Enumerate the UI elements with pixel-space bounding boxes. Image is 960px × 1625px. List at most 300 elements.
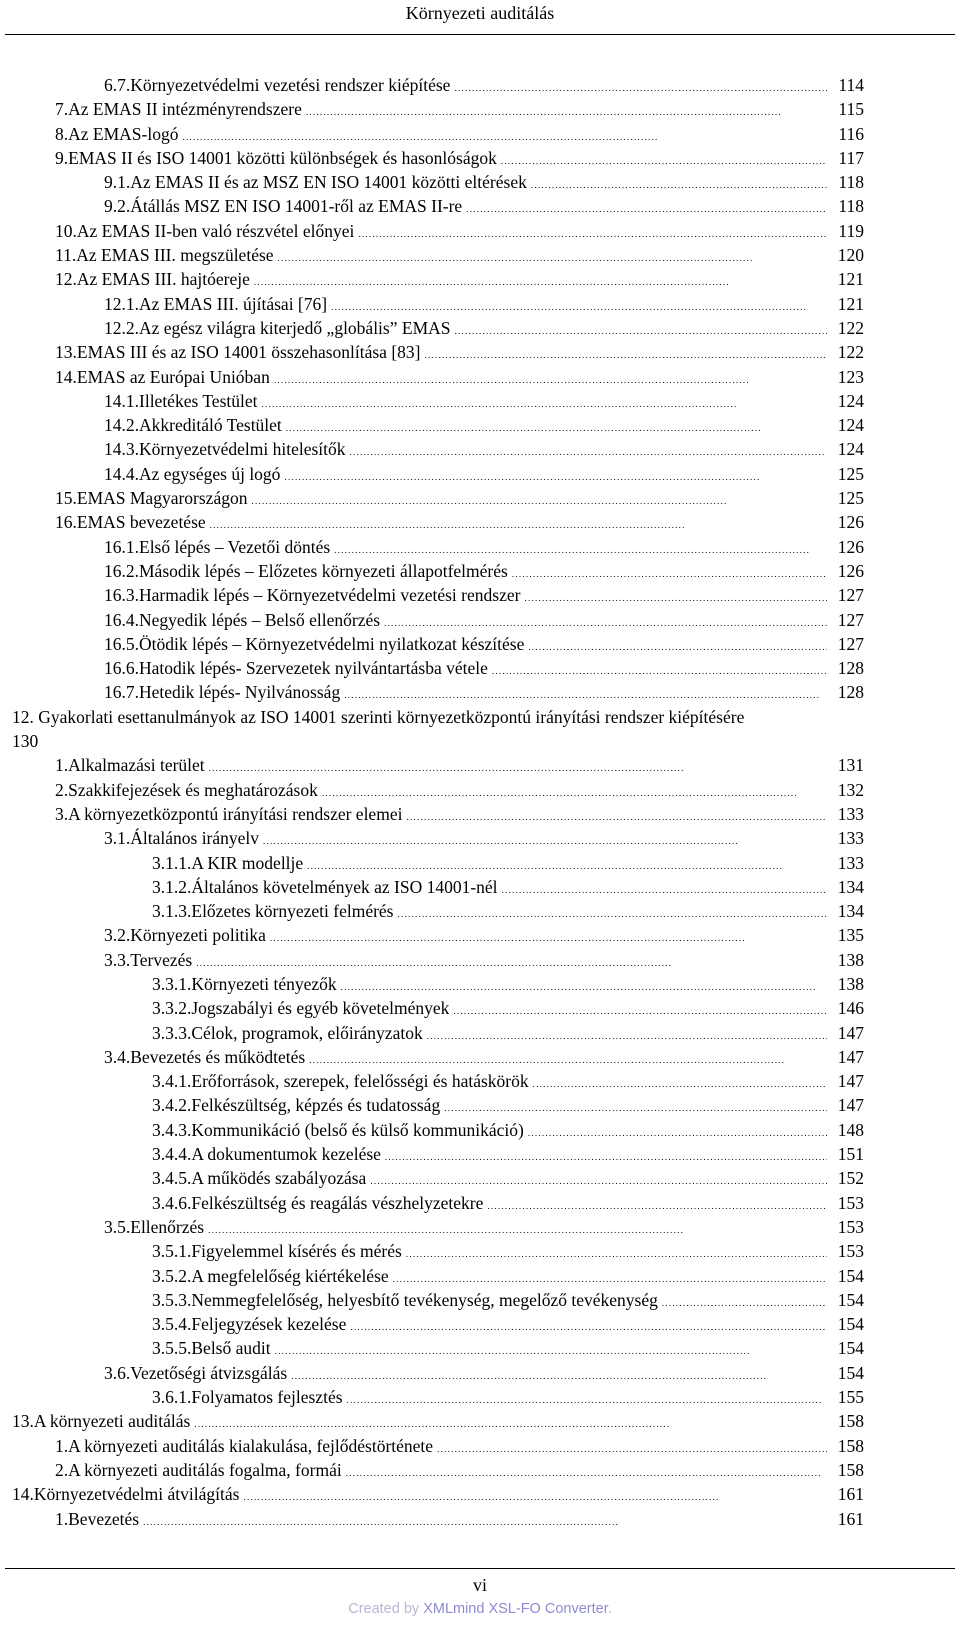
toc-entry[interactable] [0,97,960,121]
toc-entry[interactable] [0,486,960,510]
toc-entry-number: 3.5.5. [152,1338,192,1359]
toc-entry-title: Gyakorlati esettanulmányok az ISO 14001 szerinti környezetközpontú irányítási rendszer kiépítésére [38,706,745,727]
toc-entry-title: Az egész világra kiterjedő „globális” EMAS [139,317,451,338]
toc-entry-number: 12.1. [104,293,139,314]
dot-leader [454,73,827,100]
toc-entry-title: Kommunikáció (belső és külső kommunikáció) [191,1119,524,1140]
toc-entry-number: 16.5. [104,633,139,654]
toc-entry-page: 126 [837,536,864,557]
toc-entry[interactable] [0,462,960,486]
toc-entry-page: 117 [838,147,864,168]
toc-entry[interactable] [0,948,960,972]
toc-entry-title: Erőforrások, szerepek, felelősségi és hatáskörök [191,1071,529,1092]
toc-entry-page: 127 [837,585,864,606]
toc-entry[interactable] [0,1482,960,1506]
dot-leader [344,680,827,707]
toc-entry-page: 138 [837,949,864,970]
toc-entry-title: Környezetvédelmi hitelesítők [139,439,346,460]
toc-entry-title: Környezeti politika [130,925,266,946]
toc-entry[interactable] [0,1336,960,1360]
dot-leader [243,1482,827,1509]
toc-entry[interactable] [0,1458,960,1482]
dot-leader [528,632,827,659]
toc-entry[interactable] [0,437,960,461]
dot-leader [533,1069,827,1096]
toc-entry-number: 3.5.3. [152,1289,192,1310]
toc-entry[interactable] [0,996,960,1020]
toc-entry-number: 13. [12,1411,34,1432]
toc-entry-title: Figyelemmel kísérés és mérés [191,1241,402,1262]
toc-entry-page: 154 [837,1289,864,1310]
dot-leader [524,583,827,610]
dot-leader [662,1288,827,1315]
dot-leader [275,1336,827,1363]
toc-entry-number: 3.1.2. [152,876,192,897]
dot-leader [512,559,827,586]
toc-entry[interactable] [0,851,960,875]
toc-entry-page: 132 [837,779,864,800]
dot-leader [406,1239,827,1266]
toc-entry[interactable] [0,972,960,996]
dot-leader [286,413,827,440]
running-header [0,0,960,36]
toc-entry-number: 15. [55,488,77,509]
toc-entry[interactable] [0,583,960,607]
toc-entry-title: EMAS III és az ISO 14001 összehasonlítása [83] [76,342,421,363]
toc-entry-page: 134 [837,876,864,897]
toc-entry[interactable] [0,1264,960,1288]
toc-entry-number: 16.4. [104,609,139,630]
toc-entry[interactable] [0,510,960,534]
toc-entry-page: 133 [837,828,864,849]
toc-entry[interactable] [0,1507,960,1531]
toc-entry-title: Bevezetés [68,1508,140,1529]
toc-entry[interactable] [0,1093,960,1117]
dot-leader [350,1312,827,1339]
toc-entry-number: 3.3.3. [152,1022,192,1043]
toc-entry-page: 126 [837,560,864,581]
dot-leader [346,1458,827,1485]
toc-entry-number: 3.5.4. [152,1314,192,1335]
toc-entry-number: 14. [55,366,77,387]
toc-entry-number: 3.4.6. [152,1192,192,1213]
toc-entry-title: EMAS Magyarországon [76,488,248,509]
toc-entry-title: Az EMAS III. hajtóereje [76,269,250,290]
dot-leader [347,1385,827,1412]
dot-leader [466,194,827,221]
toc-entry-title: Első lépés – Vezetői döntés [139,536,331,557]
toc-entry-title: A környezeti auditálás [33,1411,191,1432]
converter-credit [0,1601,960,1617]
dot-leader [385,1142,827,1169]
toc-entry[interactable] [0,1361,960,1385]
toc-entry-number: 14. [12,1484,34,1505]
dot-leader [261,389,827,416]
toc-entry[interactable] [0,559,960,583]
toc-entry[interactable] [0,413,960,437]
toc-entry-title: Hatodik lépés- Szervezetek nyilvántartásba vétele [139,658,488,679]
toc-entry[interactable] [0,1191,960,1215]
dot-leader [143,1507,827,1534]
header-rule [5,34,955,35]
toc-entry-page: 158 [837,1459,864,1480]
toc-entry-page: 154 [837,1265,864,1286]
dot-leader [182,122,827,149]
toc-entry-number: 11. [55,245,77,266]
dot-leader [331,292,827,319]
toc-entry-page: 135 [837,925,864,946]
toc-entry[interactable] [0,340,960,364]
toc-entry-title: Harmadik lépés – Környezetvédelmi vezetési rendszer [139,585,521,606]
toc-entry-page: 115 [838,99,864,120]
toc-entry-page: 121 [837,293,864,314]
toc-entry-page: 122 [837,317,864,338]
toc-entry-title: Célok, programok, előirányzatok [191,1022,423,1043]
toc-entry-page: 123 [837,366,864,387]
toc-entry-number: 3.2. [104,925,131,946]
dot-leader [334,535,827,562]
toc-entry-title: A dokumentumok kezelése [191,1144,381,1165]
toc-entry[interactable] [0,1288,960,1312]
toc-entry[interactable] [0,875,960,899]
toc-entry-page: 148 [837,1119,864,1140]
toc-entry-title: Általános irányelv [130,828,260,849]
dot-leader [254,267,827,294]
toc-entry-page: 114 [838,75,864,95]
dot-leader [398,899,828,926]
toc-entry-title: Környezetvédelmi vezetési rendszer kiépítése [130,75,451,95]
toc-entry[interactable] [0,365,960,389]
toc-entry-page: 131 [837,755,864,776]
toc-entry-title: Az EMAS-logó [68,123,179,144]
toc-entry-page: 147 [837,1071,864,1092]
toc-entry-number: 12. [12,706,34,727]
toc-entry[interactable] [0,753,960,777]
toc-entry[interactable] [0,632,960,656]
toc-entry-number: 1. [55,1508,69,1529]
toc-entry[interactable] [0,656,960,680]
toc-entry-title: Folyamatos fejlesztés [191,1387,343,1408]
toc-entry-number: 3.6.1. [152,1387,192,1408]
dot-leader [274,365,827,392]
toc-entry-number: 16.3. [104,585,139,606]
toc-entry-number: 13. [55,342,77,363]
toc-entry-number: 3.1.1. [152,852,192,873]
dot-leader [406,802,827,829]
toc-entry[interactable] [0,73,960,97]
toc-entry-page: 125 [837,463,864,484]
toc-entry-title: Az EMAS III. újításai [76] [139,293,328,314]
dot-leader [309,1045,827,1072]
dot-leader [531,170,827,197]
dot-leader [341,972,827,999]
toc-entry-title: Átállás MSZ EN ISO 14001-ről az EMAS II-re [130,196,463,217]
dot-leader [322,778,827,805]
toc-entry-number: 3.4.4. [152,1144,192,1165]
toc-entry-title: Akkreditáló Testület [139,415,282,436]
toc-entry[interactable] [0,1118,960,1142]
toc-entry-number: 3.4.2. [152,1095,192,1116]
toc-entry-title: A működés szabályozása [191,1168,367,1189]
toc-entry-number: 16.7. [104,682,139,703]
dot-leader [270,923,827,950]
toc-entry-page: 151 [837,1144,864,1165]
dot-leader [437,1434,827,1461]
toc-entry[interactable] [0,899,960,923]
toc-entry[interactable] [0,1069,960,1093]
toc-entry-number: 1. [55,755,69,776]
toc-entry-number: 8. [55,123,69,144]
toc-entry[interactable] [0,705,960,754]
dot-leader [251,486,827,513]
toc-entry-title: Bevezetés és működtetés [130,1046,306,1067]
toc-entry-number: 14.1. [104,390,139,411]
toc-entry-page: 127 [837,609,864,630]
toc-entry-number: 2. [55,779,69,800]
toc-entry-title: A környezetközpontú irányítási rendszer elemei [68,803,403,824]
toc-entry-title: Általános követelmények az ISO 14001-nél [191,876,498,897]
toc-entry-number: 3.1. [104,828,131,849]
dot-leader [210,510,827,537]
dot-leader [455,316,828,343]
page-number: vi [472,1575,487,1595]
toc-entry-page: 154 [837,1338,864,1359]
dot-leader [492,656,827,683]
toc-entry[interactable] [0,608,960,632]
toc-entry[interactable] [0,680,960,704]
toc-entry-number: 7. [55,99,69,120]
toc-entry-title: Az EMAS III. megszületése [76,245,274,266]
dot-leader [501,146,827,173]
toc-entry-title: Az EMAS II és az MSZ EN ISO 14001 közötti eltérések [130,172,527,193]
toc-entry[interactable] [0,1409,960,1433]
toc-entry[interactable] [0,243,960,267]
toc-entry-title: Előzetes környezeti felmérés [191,901,394,922]
toc-entry-title: Vezetőségi átvizsgálás [130,1362,288,1383]
toc-entry-title: Tervezés [130,949,193,970]
toc-entry-title: EMAS az Európai Unióban [76,366,270,387]
toc-entry-number: 3.3.1. [152,973,192,994]
dot-leader [306,97,827,124]
toc-entry-page: 161 [837,1508,864,1529]
toc-entry[interactable] [0,122,960,146]
toc-entry-number: 3. [55,803,69,824]
dot-leader [528,1118,827,1145]
dot-leader [263,826,827,853]
toc-entry-page: 120 [837,245,864,266]
toc-entry-number: 3.6. [104,1362,131,1383]
footer-rule [5,1568,955,1569]
toc-entry[interactable] [0,219,960,243]
toc-entry-page: 124 [837,390,864,411]
toc-entry-page: 128 [837,682,864,703]
toc-entry-page: 118 [838,196,864,217]
dot-leader [384,608,827,635]
toc-entry-page: 161 [837,1484,864,1505]
toc-entry-number: 16. [55,512,77,533]
toc-entry-number: 6.7. [104,75,131,95]
toc-entry[interactable] [0,1045,960,1069]
toc-entry[interactable] [0,826,960,850]
toc-entry-title: Második lépés – Előzetes környezeti állapotfelmérés [139,560,508,581]
toc-entry-page: 124 [837,415,864,436]
toc-entry-title: Feljegyzések kezelése [191,1314,347,1335]
toc-entry-page: 147 [837,1095,864,1116]
toc-entry-title: Hetedik lépés- Nyilvánosság [139,682,341,703]
dot-leader [358,219,827,246]
toc-entry-number: 3.5. [104,1216,131,1237]
toc-entry-title: Szakkifejezések és meghatározások [68,779,318,800]
toc-entry-page: 153 [837,1241,864,1262]
header-title: Környezeti auditálás [405,3,555,23]
toc-entry-page: 116 [838,123,864,144]
toc-entry[interactable] [0,1215,960,1239]
toc-entry[interactable] [0,535,960,559]
toc-entry[interactable] [0,316,960,340]
dot-leader [502,875,827,902]
dot-leader [427,1021,827,1048]
toc-entry-title: A KIR modellje [191,852,304,873]
toc-entry-page: 126 [837,512,864,533]
toc-entry-title: Nemmegfelelőség, helyesbítő tevékenység, megelőző tevékenység [191,1289,658,1310]
dot-leader [284,462,827,489]
toc-entry-page: 121 [837,269,864,290]
toc-entry-title: Alkalmazási terület [68,755,205,776]
toc-entry-page: 154 [837,1314,864,1335]
toc-entry-page: 152 [837,1168,864,1189]
toc-entry-title: Belső audit [191,1338,271,1359]
toc-entry-title: Felkészültség és reagálás vészhelyzetekre [191,1192,484,1213]
toc-entry-page: 133 [837,852,864,873]
toc-entry-number: 12. [55,269,77,290]
dot-leader [393,1264,827,1291]
dot-leader [444,1093,827,1120]
toc-entry-title: Az EMAS II-ben való részvétel előnyei [76,220,355,241]
toc-entry-page: 125 [837,488,864,509]
dot-leader [307,851,827,878]
toc-entry-page: 147 [837,1046,864,1067]
toc-entry[interactable] [0,802,960,826]
toc-entry-page: 124 [837,439,864,460]
toc-entry[interactable] [0,170,960,194]
toc-entry-title: Környezeti tényezők [191,973,337,994]
toc-entry[interactable] [0,1142,960,1166]
credit-suffix: . [607,1601,612,1617]
toc-entry-number: 3.5.2. [152,1265,192,1286]
toc-entry-number: 1. [55,1435,69,1456]
toc-entry-number: 3.4.3. [152,1119,192,1140]
toc-entry[interactable] [0,1166,960,1190]
toc-entry-number: 14.4. [104,463,139,484]
toc-entry-title: A környezeti auditálás kialakulása, fejlődéstörténete [68,1435,434,1456]
toc-entry[interactable] [0,1021,960,1045]
toc-entry-page: 146 [837,998,864,1019]
toc-entry-number: 3.5.1. [152,1241,192,1262]
toc-entry-page: 138 [837,973,864,994]
toc-entry-title: EMAS II és ISO 14001 közötti különbségek és hasonlóságok [68,147,497,168]
toc-entry-title: Környezetvédelmi átvilágítás [33,1484,240,1505]
toc-entry-title: Jogszabályi és egyéb követelmények [191,998,450,1019]
toc-entry-title: Illetékes Testület [139,390,258,411]
dot-leader [487,1191,827,1218]
toc-entry-number: 3.4.5. [152,1168,192,1189]
toc-entry-number: 3.4.1. [152,1071,192,1092]
toc-entry-number: 3.3.2. [152,998,192,1019]
toc-entry[interactable] [0,146,960,170]
toc-entry-number: 3.3. [104,949,131,970]
toc-entry-page: 153 [837,1192,864,1213]
toc-entry-number: 16.2. [104,560,139,581]
toc-entry[interactable] [0,778,960,802]
toc-entry[interactable] [0,1385,960,1409]
table-of-contents [0,73,960,1531]
toc-entry[interactable] [0,1434,960,1458]
toc-entry[interactable] [0,1312,960,1336]
toc-entry-title: Az egységes új logó [139,463,281,484]
toc-entry-page: 154 [837,1362,864,1383]
toc-entry-page: 122 [837,342,864,363]
toc-entry-number: 16.1. [104,536,139,557]
dot-leader [370,1166,827,1193]
toc-entry-number: 10. [55,220,77,241]
toc-entry-title: A megfelelőség kiértékelése [191,1265,389,1286]
toc-entry-number: 9. [55,147,69,168]
dot-leader [194,1409,827,1436]
toc-entry-page: 130 [12,731,39,752]
toc-entry-number: 12.2. [104,317,139,338]
toc-entry-title: Negyedik lépés – Belső ellenőrzés [139,609,381,630]
credit-prefix: Created by [348,1601,424,1617]
toc-entry-number: 3.4. [104,1046,131,1067]
dot-leader [291,1361,827,1388]
toc-entry[interactable] [0,389,960,413]
toc-entry-page: 119 [838,220,864,241]
toc-entry[interactable] [0,292,960,316]
toc-entry-number: 9.2. [104,196,131,217]
toc-entry-title: Az EMAS II intézményrendszere [68,99,302,120]
toc-entry-number: 9.1. [104,172,131,193]
toc-entry-page: 158 [837,1411,864,1432]
toc-entry-number: 2. [55,1459,69,1480]
toc-entry-page: 155 [837,1387,864,1408]
dot-leader [278,243,827,270]
toc-entry[interactable] [0,267,960,291]
dot-leader [196,948,827,975]
toc-entry-title: Felkészültség, képzés és tudatosság [191,1095,441,1116]
toc-entry-number: 3.1.3. [152,901,192,922]
dot-leader [453,996,827,1023]
credit-brand: XMLmind XSL-FO Converter [423,1601,608,1617]
toc-entry-page: 118 [838,172,864,193]
toc-entry-page: 133 [837,803,864,824]
toc-entry-page: 128 [837,658,864,679]
toc-entry-title: Ötödik lépés – Környezetvédelmi nyilatkozat készítése [139,633,525,654]
toc-entry-page: 158 [837,1435,864,1456]
toc-entry-title: A környezeti auditálás fogalma, formái [68,1459,342,1480]
toc-entry-page: 127 [837,633,864,654]
dot-leader [350,437,827,464]
toc-entry[interactable] [0,923,960,947]
toc-entry[interactable] [0,194,960,218]
toc-entry-page: 153 [837,1216,864,1237]
dot-leader [209,753,827,780]
toc-entry[interactable] [0,1239,960,1263]
toc-entry-number: 16.6. [104,658,139,679]
toc-entry-page: 147 [837,1022,864,1043]
toc-entry-title: Ellenőrzés [130,1216,205,1237]
toc-entry-number: 14.3. [104,439,139,460]
dot-leader [208,1215,827,1242]
